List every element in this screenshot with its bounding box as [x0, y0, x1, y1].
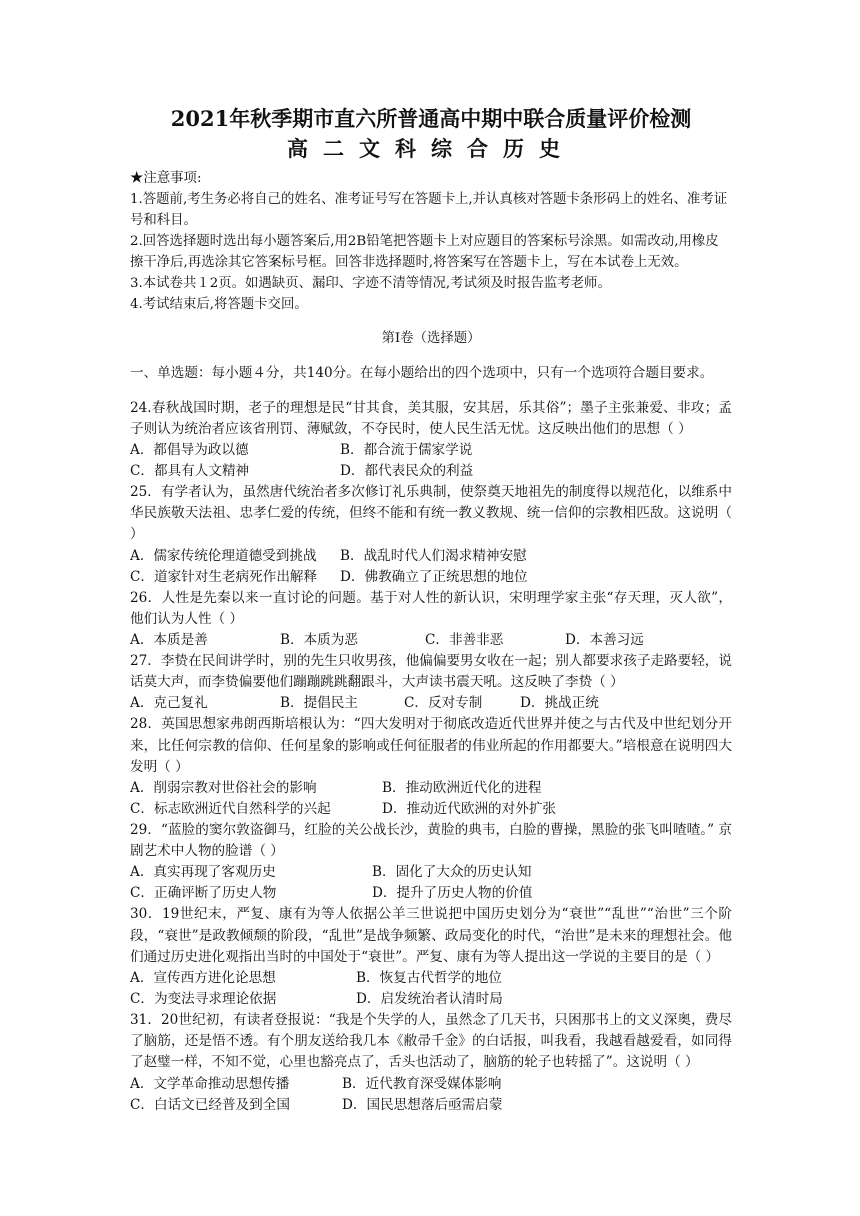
- notice-section: [130, 168, 732, 315]
- option-c[interactable]: C．反对专制: [404, 695, 483, 712]
- question-28: [130, 714, 732, 820]
- option-a[interactable]: A．真实再现了客观历史: [130, 864, 276, 881]
- option-c[interactable]: C．为变法寻求理论依据: [130, 991, 277, 1008]
- question-stem: 26．人性是先秦以来一直讨论的问题。基于对人性的新认识，宋明理学家主张“存天理，灭人欲”，他们认为人性（ ）: [130, 589, 732, 627]
- question-stem: 29．“蓝脸的窦尔敦盗御马，红脸的关公战长沙，黄脸的典韦，白脸的曹操，黑脸的张飞叫喳喳。” 京剧艺术中人物的脸谱（ ）: [130, 822, 732, 860]
- question-30: [130, 904, 732, 1010]
- option-group: [130, 862, 732, 904]
- notice-item: 3.本试卷共１2页。如遇缺页、漏印、字迹不清等情况,考试须及时报告监考老师。: [130, 276, 611, 291]
- exam-title: 2021年秋季期市直六所普通高中期中联合质量评价检测: [170, 106, 692, 131]
- option-b[interactable]: B．提倡民主: [280, 695, 358, 712]
- option-b[interactable]: B．固化了大众的历史认知: [372, 864, 532, 881]
- option-group: [130, 546, 732, 588]
- option-c[interactable]: C．正确评断了历史人物: [130, 885, 277, 902]
- option-a[interactable]: A．文学革命推动思想传播: [130, 1075, 290, 1092]
- option-a[interactable]: A．削弱宗教对世俗社会的影响: [130, 780, 317, 797]
- option-group: [130, 440, 732, 482]
- question-24: [130, 398, 732, 482]
- option-group: [130, 630, 732, 651]
- option-b[interactable]: B．近代教育深受媒体影响: [342, 1075, 502, 1092]
- option-c[interactable]: C．标志欧洲近代自然科学的兴起: [130, 801, 331, 818]
- question-stem: 31．20世纪初，有读者登报说：“我是个失学的人，虽然念了几天书，只困那书上的文义深奥，费尽了脑筋，还是悟不透。有个朋友送给我几本《敝帚千金》的白话报，叫我看，我越看越爱看，如同得了赵璧一样，不知不觉，心里也豁亮点了，舌头也活动了，脑筋的轮子也转摇了”。这说明（ ）: [130, 1012, 732, 1071]
- option-b[interactable]: B．都合流于儒家学说: [340, 441, 473, 458]
- option-c[interactable]: C．白话文已经普及到全国: [130, 1096, 290, 1113]
- option-b[interactable]: B．本质为恶: [280, 632, 358, 648]
- question-27: [130, 651, 732, 714]
- option-b[interactable]: B．恢复古代哲学的地位: [356, 970, 502, 987]
- question-stem: 25．有学者认为，虽然唐代统治者多次修订礼乐典制，使祭奠天地祖先的制度得以规范化，以维系中华民族敬天法祖、忠孝仁爱的传统，但终不能和有统一教义教规、统一信仰的宗教相匹敌。这说明（ ）: [130, 483, 732, 543]
- option-a[interactable]: A．本质是善: [130, 632, 208, 648]
- notice-item: 2.回答选择题时选出每小题答案后,用2B铅笔把答题卡上对应题目的答案标号涂黑。如需改动,用橡皮擦干净后,再选涂其它答案标号框。回答非选择题时,将答案写在答题卡上，写在本试卷上无效。: [130, 234, 719, 270]
- question-stem: 30．19世纪末，严复、康有为等人依据公羊三世说把中国历史划分为“衰世”“乱世”“治世”三个阶段，“衰世”是政教倾颓的阶段，“乱世”是战争频繁、政局变化的时代，“治世”是未来的理想社会。他们通过历史进化观指出当时的中国处于“衰世”。严复、康有为等人提出这一学说的主要目的是（ ）: [130, 906, 732, 965]
- option-d[interactable]: D．提升了历史人物的价值: [372, 885, 533, 902]
- option-d[interactable]: D．推动近代欧洲的对外扩张: [382, 801, 557, 818]
- question-29: [130, 820, 732, 904]
- option-group: [130, 693, 732, 714]
- notice-item: 1.答题前,考生务必将自己的姓名、准考证号写在答题卡上,并认真核对答题卡条形码上的姓名、准考证号和科目。: [130, 192, 728, 228]
- option-c[interactable]: C．道家针对生老病死作出解释: [130, 568, 318, 585]
- question-stem: 24.春秋战国时期，老子的理想是民“甘其食，美其服，安其居，乐其俗”；墨子主张兼爱、非攻；孟子则认为统治者应该省刑罚、薄赋敛，不夺民时，使人民生活无忧。这反映出他们的思想（ ）: [130, 399, 732, 437]
- question-26: [130, 588, 732, 651]
- section-intro: 一、单选题：每小题４分，共140分。在每小题给出的四个选项中，只有一个选项符合题目要求。: [130, 364, 714, 381]
- option-group: [130, 968, 732, 1010]
- option-group: [130, 1074, 732, 1116]
- exam-subtitle: 高二文科综合历史: [287, 136, 575, 161]
- option-group: [130, 778, 732, 820]
- option-a[interactable]: A．克己复礼: [130, 695, 208, 712]
- question-stem: 27．李贽在民间讲学时，别的先生只收男孩，他偏偏要男女收在一起；别人都要求孩子走路要轻，说话莫大声，而李贽偏要他们蹦蹦跳跳翻跟斗，大声读书震天吼。这反映了李贽（ ）: [130, 653, 732, 691]
- question-31: [130, 1010, 732, 1116]
- part-title: 第Ⅰ卷（选择题）: [381, 331, 481, 347]
- option-a[interactable]: A．儒家传统伦理道德受到挑战: [130, 547, 317, 564]
- option-c[interactable]: C．都具有人文精神: [130, 462, 250, 479]
- notice-heading: ★注意事项:: [130, 171, 202, 186]
- question-stem: 28．英国思想家弗朗西斯培根认为：“四大发明对于彻底改造近代世界并使之与古代及中世纪划分开来，比任何宗教的信仰、任何星象的影响或任何征服者的伟业所起的作用都要大。”培根意在说明四大发明（ ）: [130, 716, 732, 775]
- option-d[interactable]: D．都代表民众的利益: [340, 462, 474, 479]
- question-25: [130, 482, 732, 588]
- option-b[interactable]: B．战乱时代人们渴求精神安慰: [340, 547, 527, 564]
- option-a[interactable]: A．都倡导为政以德: [130, 441, 249, 458]
- option-a[interactable]: A．宣传西方进化论思想: [130, 970, 276, 987]
- question-list: [130, 398, 732, 1116]
- option-d[interactable]: D．佛教确立了正统思想的地位: [340, 568, 528, 585]
- option-b[interactable]: B．推动欧洲近代化的进程: [382, 780, 542, 797]
- option-d[interactable]: D．本善习远: [565, 632, 644, 648]
- option-c[interactable]: C．非善非恶: [425, 632, 504, 648]
- option-d[interactable]: D．国民思想落后亟需启蒙: [342, 1096, 503, 1113]
- option-d[interactable]: D．挑战正统: [520, 695, 599, 712]
- option-d[interactable]: D．启发统治者认清时局: [356, 991, 503, 1008]
- notice-item: 4.考试结束后,将答题卡交回。: [130, 297, 308, 312]
